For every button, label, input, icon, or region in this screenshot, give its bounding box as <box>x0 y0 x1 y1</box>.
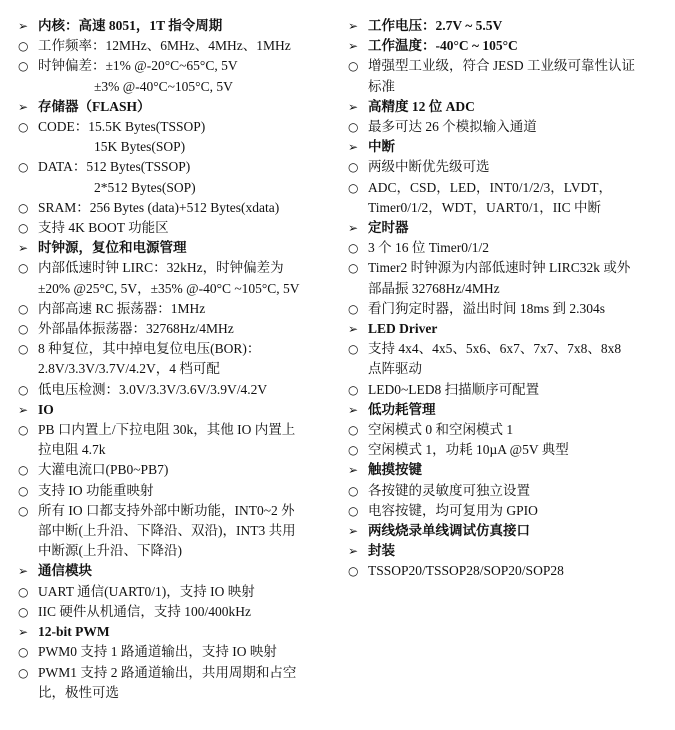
circle-bullet-icon: ○ <box>18 483 29 498</box>
list-item <box>346 157 664 177</box>
circle-bullet-icon: ○ <box>18 604 29 619</box>
line-text: 8 种复位，其中掉电复位电压(BOR)： <box>38 341 261 357</box>
line-text: 工作温度：-40°C ~ 105°C <box>368 38 518 54</box>
list-item <box>16 663 334 683</box>
section-heading <box>346 319 664 339</box>
line-text: 通信模块 <box>38 563 92 579</box>
list-item-continuation <box>16 359 334 379</box>
circle-bullet-icon: ○ <box>348 443 359 458</box>
circle-bullet-icon: ○ <box>348 564 359 579</box>
line-text: 电容按键，均可复用为 GPIO <box>368 502 538 518</box>
list-item <box>346 258 664 278</box>
line-text: CODE：15.5K Bytes(TSSOP) <box>38 119 206 135</box>
arrow-bullet-icon: ➢ <box>18 625 29 640</box>
line-text: 中断 <box>368 139 395 155</box>
arrow-bullet-icon: ➢ <box>348 463 359 478</box>
list-item <box>16 56 334 76</box>
list-item <box>16 380 334 400</box>
list-item <box>16 218 334 238</box>
list-item <box>16 36 334 56</box>
list-item <box>16 299 334 319</box>
section-heading <box>346 521 664 541</box>
line-text: 内部高速 RC 振荡器：1MHz <box>38 300 206 316</box>
line-text: 工作电压：2.7V ~ 5.5V <box>368 18 503 33</box>
list-item <box>346 420 664 440</box>
line-text: UART 通信(UART0/1)，支持 IO 映射 <box>38 583 255 599</box>
line-text: 内核：高速 8051，1T 指令周期 <box>38 18 223 33</box>
line-text: 支持 4K BOOT 功能区 <box>38 220 169 236</box>
line-text: PWM1 支持 2 路通道输出，共用周期和占空 <box>38 664 297 680</box>
list-item <box>346 380 664 400</box>
circle-bullet-icon: ○ <box>348 120 359 135</box>
arrow-bullet-icon: ➢ <box>348 402 359 417</box>
line-text: 各按键的灵敏度可独立设置 <box>368 482 530 498</box>
list-item <box>16 460 334 480</box>
line-text: 封装 <box>368 543 395 559</box>
section-heading <box>346 97 664 117</box>
section-heading <box>346 36 664 56</box>
line-text: 存储器（FLASH） <box>38 98 151 114</box>
circle-bullet-icon: ○ <box>18 322 29 337</box>
circle-bullet-icon: ○ <box>18 584 29 599</box>
right-column <box>346 16 664 582</box>
arrow-bullet-icon: ➢ <box>348 140 359 155</box>
list-item <box>16 602 334 622</box>
line-text: 工作频率：12MHz、6MHz、4MHz、1MHz <box>38 38 291 54</box>
line-text: 所有 IO 口都支持外部中断功能，INT0~2 外 <box>38 502 295 518</box>
circle-bullet-icon: ○ <box>348 503 359 518</box>
list-item <box>16 481 334 501</box>
list-item-continuation <box>16 521 334 541</box>
list-item <box>346 238 664 258</box>
list-item <box>16 198 334 218</box>
list-item <box>346 339 664 359</box>
circle-bullet-icon: ○ <box>18 382 29 397</box>
line-text: 比，极性可选 <box>38 684 119 700</box>
line-text: IO <box>38 401 54 417</box>
line-text: 时钟源，复位和电源管理 <box>38 240 187 256</box>
circle-bullet-icon: ○ <box>18 221 29 236</box>
list-item <box>346 117 664 137</box>
line-text: 2.8V/3.3V/3.7V/4.2V，4 档可配 <box>38 361 220 377</box>
list-item-continuation <box>16 178 334 198</box>
line-text: DATA：512 Bytes(TSSOP) <box>38 159 191 175</box>
line-text: PWM0 支持 1 路通道输出，支持 IO 映射 <box>38 644 277 660</box>
arrow-bullet-icon: ➢ <box>348 39 359 54</box>
line-text: PB 口内置上/下拉电阻 30k，其他 IO 内置上 <box>38 422 296 438</box>
circle-bullet-icon: ○ <box>18 665 29 680</box>
list-item <box>16 582 334 602</box>
list-item-continuation <box>16 77 334 97</box>
line-text: 大灌电流口(PB0~PB7) <box>38 462 169 478</box>
circle-bullet-icon: ○ <box>348 483 359 498</box>
circle-bullet-icon: ○ <box>18 59 29 74</box>
line-text: IIC 硬件从机通信，支持 100/400kHz <box>38 603 251 619</box>
arrow-bullet-icon: ➢ <box>18 19 29 33</box>
list-item <box>16 501 334 521</box>
list-item <box>346 561 664 581</box>
list-item-continuation <box>16 137 334 157</box>
circle-bullet-icon: ○ <box>348 382 359 397</box>
list-item-continuation <box>16 541 334 561</box>
list-item <box>16 642 334 662</box>
line-text: 看门狗定时器，溢出时间 18ms 到 2.304s <box>368 300 606 316</box>
line-text: 部晶振 32768Hz/4MHz <box>368 280 500 296</box>
arrow-bullet-icon: ➢ <box>348 19 359 33</box>
line-text: 定时器 <box>368 220 409 236</box>
line-text: ±20% @25°C, 5V，±35% @-40°C ~105°C, 5V <box>38 280 300 296</box>
list-item-continuation <box>346 77 664 97</box>
line-text: 空闲模式 1，功耗 10µA @5V 典型 <box>368 442 569 458</box>
line-text: 两线烧录单线调试仿真接口 <box>368 523 530 539</box>
line-text: 低功耗管理 <box>368 401 436 417</box>
circle-bullet-icon: ○ <box>348 160 359 175</box>
circle-bullet-icon: ○ <box>348 180 359 195</box>
list-item <box>16 339 334 359</box>
circle-bullet-icon: ○ <box>18 423 29 438</box>
line-text: 12-bit PWM <box>38 624 110 640</box>
circle-bullet-icon: ○ <box>18 200 29 215</box>
arrow-bullet-icon: ➢ <box>348 524 359 539</box>
circle-bullet-icon: ○ <box>348 261 359 276</box>
line-text: LED Driver <box>368 321 438 337</box>
arrow-bullet-icon: ➢ <box>18 564 29 579</box>
arrow-bullet-icon: ➢ <box>348 99 359 114</box>
line-text: 增强型工业级，符合 JESD 工业级可靠性认证 <box>368 58 636 74</box>
arrow-bullet-icon: ➢ <box>18 241 29 256</box>
section-heading <box>346 16 664 36</box>
line-text: 触摸按键 <box>368 462 422 478</box>
line-text: 支持 4x4、4x5、5x6、6x7、7x7、7x8、8x8 <box>368 341 622 357</box>
line-text: 拉电阻 4.7k <box>38 442 106 458</box>
line-text: ±3% @-40°C~105°C, 5V <box>94 78 233 94</box>
section-heading <box>16 400 334 420</box>
line-text: 支持 IO 功能重映射 <box>38 482 154 498</box>
arrow-bullet-icon: ➢ <box>18 402 29 417</box>
section-heading <box>16 238 334 258</box>
section-heading <box>16 561 334 581</box>
circle-bullet-icon: ○ <box>18 645 29 660</box>
line-text: 空闲模式 0 和空闲模式 1 <box>368 422 514 438</box>
section-heading <box>16 16 334 36</box>
circle-bullet-icon: ○ <box>18 120 29 135</box>
line-text: ADC，CSD，LED，INT0/1/2/3，LVDT， <box>368 179 613 195</box>
circle-bullet-icon: ○ <box>348 301 359 316</box>
list-item-continuation <box>16 279 334 299</box>
list-item <box>346 56 664 76</box>
list-item-continuation <box>346 198 664 218</box>
line-text: TSSOP20/TSSOP28/SOP20/SOP28 <box>368 563 564 579</box>
list-item <box>346 299 664 319</box>
line-text: 高精度 12 位 ADC <box>368 98 475 114</box>
line-text: 部中断(上升沿、下降沿、双沿)，INT3 共用 <box>38 523 296 539</box>
list-item-continuation <box>346 279 664 299</box>
list-item <box>346 440 664 460</box>
line-text: SRAM：256 Bytes (data)+512 Bytes(xdata) <box>38 199 280 215</box>
circle-bullet-icon: ○ <box>18 342 29 357</box>
circle-bullet-icon: ○ <box>18 301 29 316</box>
line-text: Timer0/1/2，WDT，UART0/1，IIC 中断 <box>368 199 602 215</box>
line-text: Timer2 时钟源为内部低速时钟 LIRC32k 或外 <box>368 260 631 276</box>
line-text: 时钟偏差：±1% @-20°C~65°C, 5V <box>38 58 238 74</box>
list-item <box>346 481 664 501</box>
circle-bullet-icon: ○ <box>18 39 29 54</box>
arrow-bullet-icon: ➢ <box>348 322 359 337</box>
circle-bullet-icon: ○ <box>18 503 29 518</box>
circle-bullet-icon: ○ <box>18 463 29 478</box>
list-item <box>16 157 334 177</box>
list-item <box>346 501 664 521</box>
section-heading <box>16 97 334 117</box>
section-heading <box>346 218 664 238</box>
line-text: 标准 <box>368 78 395 94</box>
circle-bullet-icon: ○ <box>18 160 29 175</box>
line-text: 3 个 16 位 Timer0/1/2 <box>368 240 490 256</box>
section-heading <box>346 541 664 561</box>
circle-bullet-icon: ○ <box>348 342 359 357</box>
section-heading <box>346 460 664 480</box>
line-text: 点阵驱动 <box>368 361 422 377</box>
line-text: 外部晶体振荡器：32768Hz/4MHz <box>38 321 234 337</box>
list-item-continuation <box>16 440 334 460</box>
line-text: 2*512 Bytes(SOP) <box>94 179 196 195</box>
arrow-bullet-icon: ➢ <box>348 544 359 559</box>
section-heading <box>346 137 664 157</box>
circle-bullet-icon: ○ <box>18 261 29 276</box>
list-item <box>16 319 334 339</box>
arrow-bullet-icon: ➢ <box>18 99 29 114</box>
list-item <box>346 178 664 198</box>
list-item <box>16 258 334 278</box>
list-item <box>16 117 334 137</box>
list-item <box>16 420 334 440</box>
list-item-continuation <box>16 683 334 703</box>
list-item-continuation <box>346 359 664 379</box>
line-text: 最多可达 26 个模拟输入通道 <box>368 119 537 135</box>
circle-bullet-icon: ○ <box>348 423 359 438</box>
line-text: 15K Bytes(SOP) <box>94 139 186 155</box>
left-column <box>16 16 334 703</box>
section-heading <box>346 400 664 420</box>
arrow-bullet-icon: ➢ <box>348 221 359 236</box>
line-text: LED0~LED8 扫描顺序可配置 <box>368 381 540 397</box>
section-heading <box>16 622 334 642</box>
line-text: 低电压检测：3.0V/3.3V/3.6V/3.9V/4.2V <box>38 381 268 397</box>
circle-bullet-icon: ○ <box>348 59 359 74</box>
line-text: 内部低速时钟 LIRC：32kHz，时钟偏差为 <box>38 260 284 276</box>
circle-bullet-icon: ○ <box>348 241 359 256</box>
line-text: 中断源(上升沿、下降沿) <box>38 543 182 559</box>
line-text: 两级中断优先级可选 <box>368 159 490 175</box>
